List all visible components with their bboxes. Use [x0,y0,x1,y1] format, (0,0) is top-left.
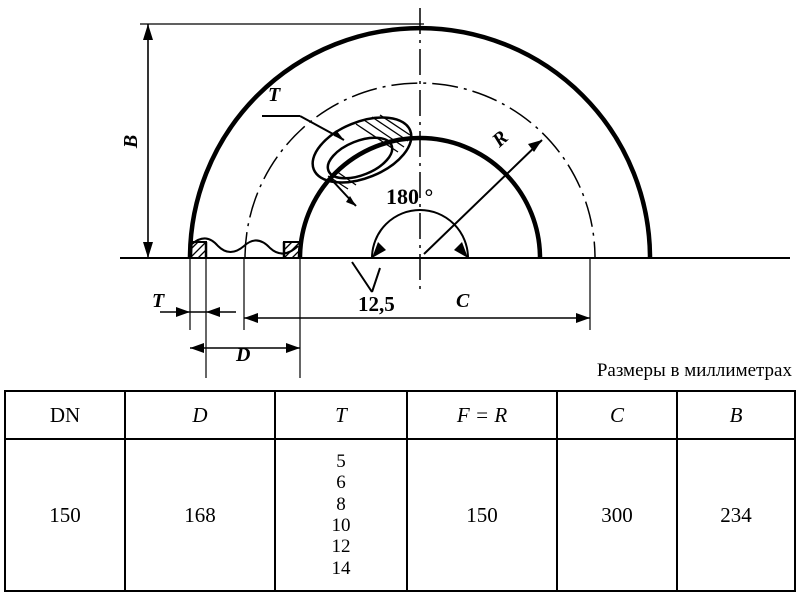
weld-symbol-leader [352,262,380,292]
table-row [5,439,795,591]
header-dn: DN [5,391,125,439]
cell-t-v3: 8 [336,493,346,515]
label-D: D [236,344,251,366]
cell-t-v1: 5 [336,450,346,472]
label-T-bottom: T [152,290,165,312]
dimension-C [244,258,590,330]
header-f-r: F = R [407,391,557,439]
table-header-row [5,391,795,439]
header-d: D [125,391,275,439]
header-c: C [557,391,677,439]
cell-t-v5: 12 [331,536,351,558]
cell-b: 234 [677,439,795,591]
label-C: C [456,290,470,312]
cell-t-v2: 6 [336,472,346,494]
cell-f-r: 150 [407,439,557,591]
cell-d: 168 [125,439,275,591]
cell-dn: 150 [5,439,125,591]
section-ellipse [303,105,420,196]
header-t: T [275,391,407,439]
units-caption: Размеры в миллиметрах [596,360,792,381]
dimensions-table [4,390,796,592]
dimension-T-bottom [160,258,236,378]
label-R: R [488,126,513,152]
label-weld-roughness: 12,5 [358,292,395,316]
label-B: B [120,134,143,149]
cell-c: 300 [557,439,677,591]
cell-t-v6: 14 [331,557,351,579]
label-angle-180: 180 ° [386,184,434,209]
cell-t-v4: 10 [331,515,351,536]
header-b: B [677,391,795,439]
label-T-top: T [268,84,281,106]
cell-t [275,439,407,591]
